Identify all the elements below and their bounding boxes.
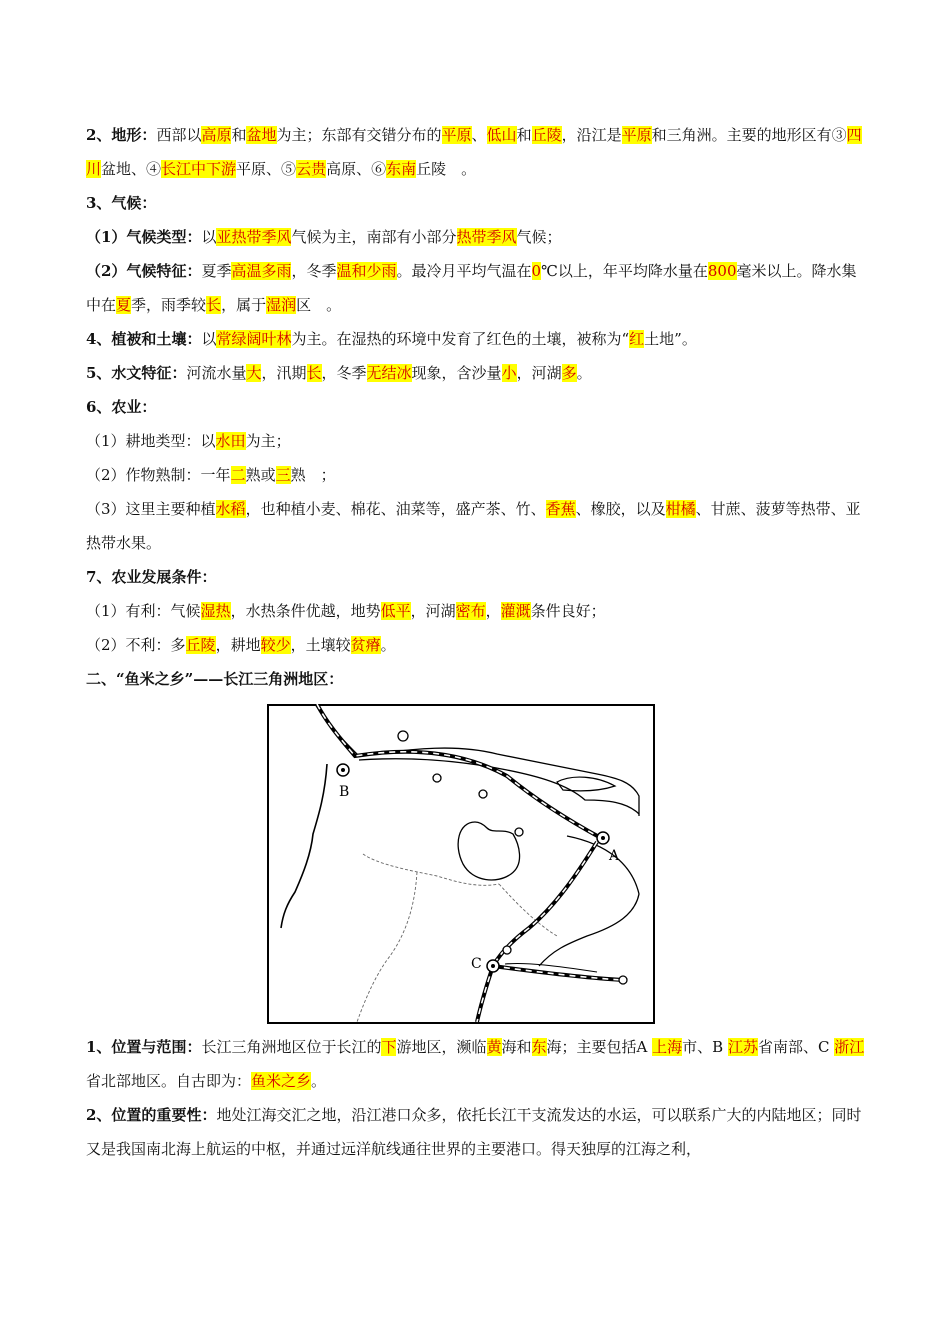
text-run: ， [485,602,501,620]
section-heading: 5、水文特征： [86,364,187,382]
text-run: 省南部、C [757,1038,835,1056]
answer-highlight: 平原 [621,126,652,144]
city-b-dot [341,768,345,772]
map-figure [267,704,657,1024]
text-run: 为主； [245,432,291,450]
text-run: ，水热条件优越，地势 [230,602,381,620]
text-run: 夏季 [201,262,232,280]
answer-highlight: 鱼米之乡 [251,1072,312,1090]
text-block-upper [86,118,868,696]
answer-highlight: 云贵 [296,160,327,178]
text-run: 熟或 [245,466,276,484]
answer-highlight: 热带季风 [456,228,517,246]
text-run: 区 。 [296,296,342,314]
text-run: 为主。在湿热的环境中发育了红色的土壤，被称为“ [291,330,630,348]
text-run: 市、B [682,1038,728,1056]
paragraph-climate-feature [86,254,868,322]
answer-highlight: 水田 [215,432,246,450]
section-heading: 3、气候： [86,194,157,212]
section-heading: 7、农业发展条件： [86,568,217,586]
text-run: ，冬季 [291,262,337,280]
text-run: 游地区，濒临 [396,1038,487,1056]
answer-highlight: 上海 [652,1038,683,1056]
text-run: 海和 [501,1038,532,1056]
answer-highlight: 三 [275,466,291,484]
text-run: 河流水量 [186,364,247,382]
answer-highlight: 丘陵 [185,636,216,654]
answer-highlight: 湿润 [266,296,297,314]
answer-highlight: 水稻 [215,500,246,518]
text-run: ，河湖 [410,602,456,620]
answer-highlight: 高温多雨 [231,262,292,280]
city-c-dot [491,964,495,968]
text-run: 为主；东部有交错分布的 [276,126,442,144]
station-3 [515,828,523,836]
map-frame [268,705,654,1023]
paragraph-cond-con [86,628,868,662]
station-2 [479,790,487,798]
paragraph-cond-pro [86,594,868,628]
station-5 [619,976,627,984]
paragraph-climate-type [86,220,868,254]
paragraph-cond-title [86,560,868,594]
section-heading: （2）气候特征： [86,262,202,280]
answer-highlight: 低平 [380,602,411,620]
answer-highlight: 丘陵 [531,126,562,144]
text-block-lower [86,1030,868,1166]
text-run: （2）作物熟制：一年 [86,466,231,484]
paragraph-terrain [86,118,868,186]
answer-highlight: 常绿阔叶林 [216,330,292,348]
station-1 [433,774,441,782]
answer-highlight: 四川 [86,126,862,178]
text-run: 条件良好； [530,602,606,620]
answer-highlight: 温和少雨 [336,262,397,280]
text-run: 、 [471,126,487,144]
city-a-dot [601,836,605,840]
answer-highlight: 红 [629,330,645,348]
text-run: ，属于 [221,296,267,314]
answer-highlight: 长 [206,296,222,314]
map-label-c: C [471,956,482,972]
text-run: 长江三角洲地区位于长江的 [201,1038,382,1056]
answer-highlight: 较少 [260,636,291,654]
text-run: 丘陵 。 [416,160,477,178]
section-heading: 2、地形： [86,126,157,144]
answer-highlight: 下 [381,1038,397,1056]
text-run: 高原、⑥ [326,160,387,178]
text-run: ，土壤较 [290,636,351,654]
paragraph-agri-plant [86,492,868,560]
text-run: 西部以 [156,126,202,144]
text-run: 。 [311,1072,327,1090]
paragraph-agri-land [86,424,868,458]
text-run: 现象，含沙量 [411,364,502,382]
section-heading: 1、位置与范围： [86,1038,202,1056]
text-run: 季，雨季较 [131,296,207,314]
text-run: ，河湖 [516,364,562,382]
answer-highlight: 柑橘 [665,500,696,518]
answer-highlight: 盆地 [246,126,277,144]
text-run: 和 [231,126,247,144]
paragraph-agri-title [86,390,868,424]
answer-highlight: 无结冰 [366,364,412,382]
text-run: （1）耕地类型：以 [86,432,216,450]
answer-highlight: 小 [501,364,517,382]
text-run: 以 [201,330,217,348]
paragraph-section-two [86,662,868,696]
station-north [398,731,408,741]
paragraph-vegetation [86,322,868,356]
text-run: 省北部地区。自古即为： [86,1072,252,1090]
text-run: ，汛期 [261,364,307,382]
map-label-a: A [609,848,620,864]
text-run: 气候为主，南部有小部分 [291,228,457,246]
text-run: 。 [576,364,592,382]
station-4 [503,946,511,954]
answer-highlight: 低山 [486,126,517,144]
paragraph-hydrology [86,356,868,390]
section-heading: 2、位置的重要性： [86,1106,217,1124]
paragraph-location [86,1030,868,1098]
answer-highlight: 0 [531,262,542,280]
answer-highlight: 灌溉 [500,602,531,620]
text-run: 和 [516,126,532,144]
text-run: 和三角洲。主要的地形区有③ [651,126,847,144]
answer-highlight: 湿热 [200,602,231,620]
answer-highlight: 亚热带季风 [216,228,292,246]
text-run: 以 [201,228,217,246]
text-run: （1）有利：气候 [86,602,201,620]
text-run: 地处江海交汇之地，沿江港口众多，依托长江干支流发达的水运，可以联系广大的内陆地区；同时又是我国南北海上航运的中枢，并通过远洋航线通往世界的主要港口。得天独厚的江海之利， [86,1106,862,1158]
answer-highlight: 平原 [441,126,472,144]
answer-highlight: 浙江 [834,1038,865,1056]
paragraph-agri-crop [86,458,868,492]
text-run: （3）这里主要种植 [86,500,216,518]
document-body [86,118,868,1166]
answer-highlight: 黄 [486,1038,502,1056]
text-run: 海；主要包括A [546,1038,653,1056]
section-heading: 6、农业： [86,398,157,416]
text-run: 气候； [516,228,562,246]
map-label-b: B [339,784,350,800]
answer-highlight: 大 [246,364,262,382]
text-run: 、甘蔗、菠萝等热带、亚热带水果。 [86,500,861,552]
text-run: 毫米以上。降水集中在 [86,262,857,314]
answer-highlight: 贫瘠 [350,636,381,654]
section-heading: 4、植被和土壤： [86,330,202,348]
paragraph-importance [86,1098,868,1166]
section-heading: 二、“鱼米之乡”——长江三角洲地区： [86,670,344,688]
section-heading: （1）气候类型： [86,228,202,246]
text-run: 平原、⑤ [236,160,297,178]
answer-highlight: 江苏 [727,1038,758,1056]
answer-highlight: 东 [531,1038,547,1056]
answer-highlight: 夏 [116,296,132,314]
answer-highlight: 密布 [455,602,486,620]
text-run: 盆地、④ [101,160,162,178]
text-run: ℃以上，年平均降水量在 [541,262,708,280]
text-run: ，沿江是 [561,126,622,144]
answer-highlight: 东南 [386,160,417,178]
paragraph-climate-title [86,186,868,220]
text-run: ，也种植小麦、棉花、油菜等，盛产茶、竹、 [245,500,546,518]
text-run: 熟 ； [290,466,336,484]
text-run: （2）不利：多 [86,636,186,654]
answer-highlight: 香蕉 [545,500,576,518]
answer-highlight: 长 [306,364,322,382]
text-run: 、橡胶，以及 [575,500,666,518]
answer-highlight: 800 [707,262,737,280]
text-run: 土地”。 [644,330,697,348]
text-run: 。 [380,636,396,654]
text-run: ，耕地 [215,636,261,654]
answer-highlight: 高原 [201,126,232,144]
answer-highlight: 二 [230,466,246,484]
answer-highlight: 长江中下游 [161,160,237,178]
yangtze-delta-map [267,704,657,1024]
answer-highlight: 多 [561,364,577,382]
text-run: ，冬季 [321,364,367,382]
text-run: 。最冷月平均气温在 [396,262,532,280]
